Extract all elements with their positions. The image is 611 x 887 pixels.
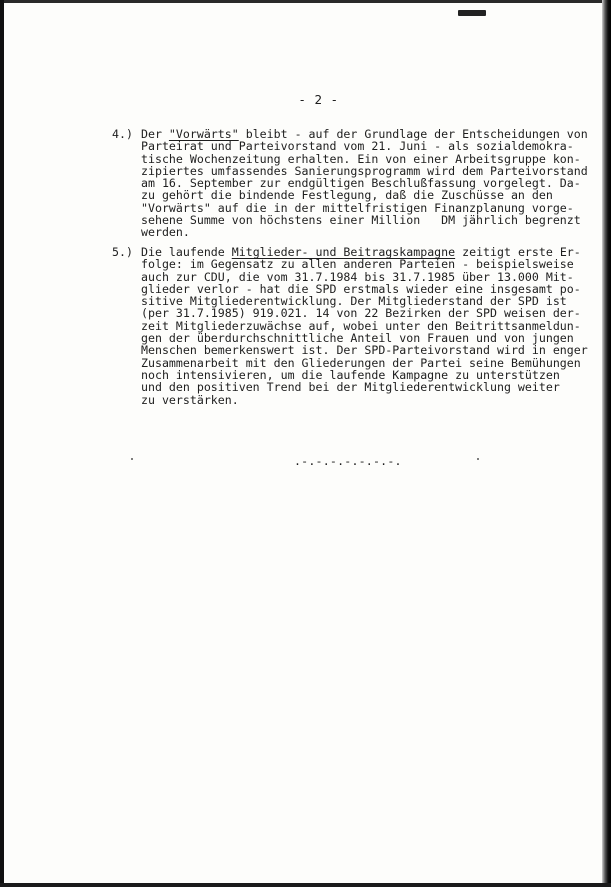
item-line: Der "Vorwärts" bleibt - auf der Grundlage der Entscheidungen von — [141, 127, 588, 141]
item-number: 4.) — [112, 127, 133, 141]
item-line: sitive Mitgliederentwicklung. Der Mitgliederstand der SPD ist — [141, 294, 567, 309]
item-line: zu verstärken. — [141, 392, 239, 407]
item-line: gen der überdurchschnittliche Anteil von Frauen und von jungen — [141, 331, 574, 346]
item-line: zeit Mitgliederzuwächse auf, wobei unter den Beitrittsanmeldun- — [141, 318, 581, 333]
item-line: Menschen bemerkenswert ist. Der SPD-Parteivorstand wird in enger — [141, 343, 588, 358]
underlined-phrase: Mitglieder- und Beitragskampagne — [231, 245, 456, 259]
scan-edge-left — [0, 0, 4, 887]
page-number: - 2 - — [298, 92, 339, 107]
item-line: zipiertes umfassendes Sanierungsprogramm wird dem Parteivorstand — [141, 163, 588, 178]
item-line: und den positiven Trend bei der Mitgliederentwicklung weiter — [141, 380, 560, 395]
item-line: Parteirat und Parteivorstand vom 21. Juni - als sozialdemokra- — [141, 139, 574, 154]
item-line: werden. — [141, 225, 190, 240]
list-item — [112, 246, 588, 406]
list-item — [112, 128, 588, 239]
item-line: (per 31.7.1985) 919.021. 14 von 22 Bezirken der SPD weisen der- — [141, 306, 581, 321]
item-line: am 16. September zur endgültigen Beschlußfassung vorgelegt. Da- — [141, 176, 581, 191]
item-number: 5.) — [112, 245, 133, 259]
underlined-phrase: "Vorwärts" — [168, 127, 239, 141]
item-line: glieder verlor - hat die SPD erstmals wieder eine insgesamt po- — [141, 281, 581, 296]
scan-speck — [131, 458, 133, 460]
item-line: Die laufende Mitglieder- und Beitragskampagne zeitigt erste Er- — [141, 245, 581, 259]
scan-edge-bottom — [0, 883, 611, 887]
item-line: zu gehört die bindende Festlegung, daß die Zuschüsse an den — [141, 188, 553, 203]
item-line: tische Wochenzeitung erhalten. Ein von einer Arbeitsgruppe kon- — [141, 151, 581, 166]
item-line: auch zur CDU, die vom 31.7.1984 bis 31.7.1985 über 13.000 Mit- — [141, 269, 574, 284]
item-line: "Vorwärts" auf die in der mittelfristigen Finanzplanung vorge- — [141, 200, 574, 215]
scan-edge-right — [602, 0, 611, 887]
item-line: noch intensivieren, um die laufende Kampagne zu unterstützen — [141, 367, 560, 382]
item-line: Zusammenarbeit mit den Gliederungen der Partei seine Bemühungen — [141, 355, 581, 370]
item-line: sehene Summe von höchstens einer Million DM jährlich begrenzt — [141, 213, 581, 228]
scan-speck — [477, 458, 479, 460]
end-mark: .-.-.-.-.-.-.-. — [294, 454, 402, 468]
scan-artifact-mark — [458, 10, 486, 16]
scan-edge-top — [0, 0, 611, 3]
item-line: folge: im Gegensatz zu allen anderen Parteien - beispielsweise — [141, 257, 574, 272]
